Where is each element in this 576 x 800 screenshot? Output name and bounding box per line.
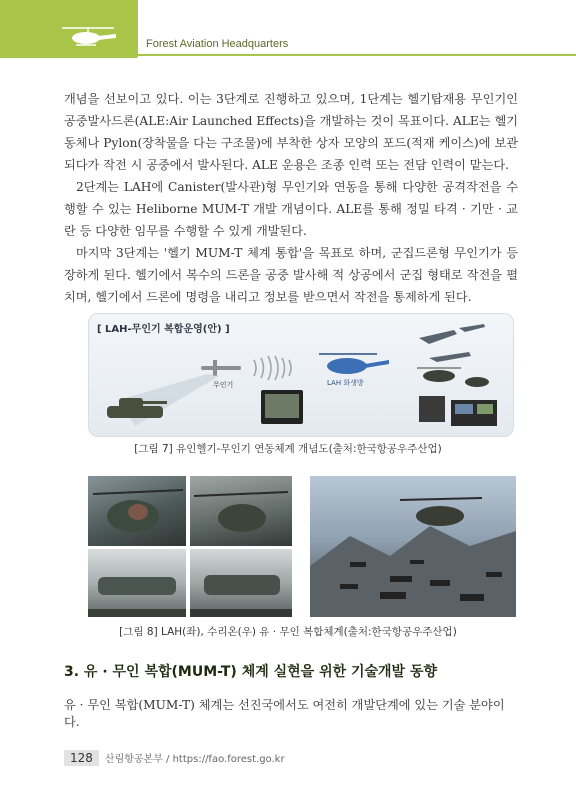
figure-7-caption: [그림 7] 유인헬기-무인기 연동체계 개념도(출처:한국항공우주산업)	[134, 443, 442, 455]
header-title: Forest Aviation Headquarters	[146, 38, 289, 50]
header-rule	[138, 54, 576, 56]
paragraph: 개념을 선보이고 있다. 이는 3단계로 진행하고 있으며, 1단계는 헬기탑재용 무인기인 공중발사드론(ALE:Air Launched Effects)을 개발하는 것이 목표이다. ALE는 헬기 동체나 Pylon(장착물을 다는 구조물)에 부착한 상자 모양의 포드(적재 케이스)에 보관되다가 작전 시 공중에서 발사된다. ALE 운용은 조종 인력 또는 전담 인력이 맡는다.	[64, 92, 518, 172]
lah-label: LAH 화생방	[327, 379, 364, 387]
helicopter-icon	[58, 24, 118, 50]
page-number: 128	[64, 750, 99, 766]
figure-7-illustration	[89, 314, 513, 436]
photo-lah-hangar-right	[190, 549, 292, 617]
section-paragraph: 유 · 무인 복합(MUM-T) 체계는 선진국에서도 여전히 개발단계에 있는 기술 분야이다.	[64, 698, 505, 729]
lah-front-image	[190, 476, 292, 546]
lah-hangar-left-image	[88, 549, 186, 617]
photo-lah-cockpit	[88, 476, 186, 546]
figure-8-caption: [그림 8] LAH(좌), 수리온(우) 유 · 무인 복합체계(출처:한국항공우주산업)	[119, 626, 457, 638]
lah-hangar-right-image	[190, 549, 292, 617]
page-header	[0, 0, 576, 58]
photo-lah-hangar-left	[88, 549, 186, 617]
paragraph: 마지막 3단계는 '헬기 MUM-T 체계 통합'을 목표로 하며, 군집드론형 무인기가 등장하게 된다. 헬기에서 복수의 드론을 공중 발사해 적 상공에서 군집 형태로 작전을 펼치며, 헬기에서 드론에 명령을 내리고 정보를 받으면서 작전을 통제하게 된다.	[64, 246, 518, 304]
footer-text: 산림항공본부 / https://fao.forest.go.kr	[104, 754, 285, 765]
surion-swarm-image	[310, 476, 516, 617]
lah-helicopter-image	[88, 476, 186, 546]
paragraph: 2단계는 LAH에 Canister(발사관)형 무인기와 연동을 통해 다양한 공격작전을 수행할 수 있는 Heliborne MUM-T 개발 개념이다. ALE를 통해 정밀 타격 · 기만 · 교란 등 다양한 임무를 수행할 수 있게 개발된다.	[64, 180, 518, 238]
section-heading: 3. 유 · 무인 복합(MUM-T) 체계 실현을 위한 기술개발 동향	[64, 664, 438, 680]
figure-7-inner-title: [ LAH-무인기 복합운영(안) ]	[97, 324, 230, 335]
photo-lah-front	[190, 476, 292, 546]
photo-surion-drone-swarm	[310, 476, 516, 617]
figure-7-diagram	[88, 313, 514, 437]
body-text	[64, 88, 518, 308]
page-footer	[64, 750, 285, 766]
uav-label: 무인기	[213, 381, 234, 389]
